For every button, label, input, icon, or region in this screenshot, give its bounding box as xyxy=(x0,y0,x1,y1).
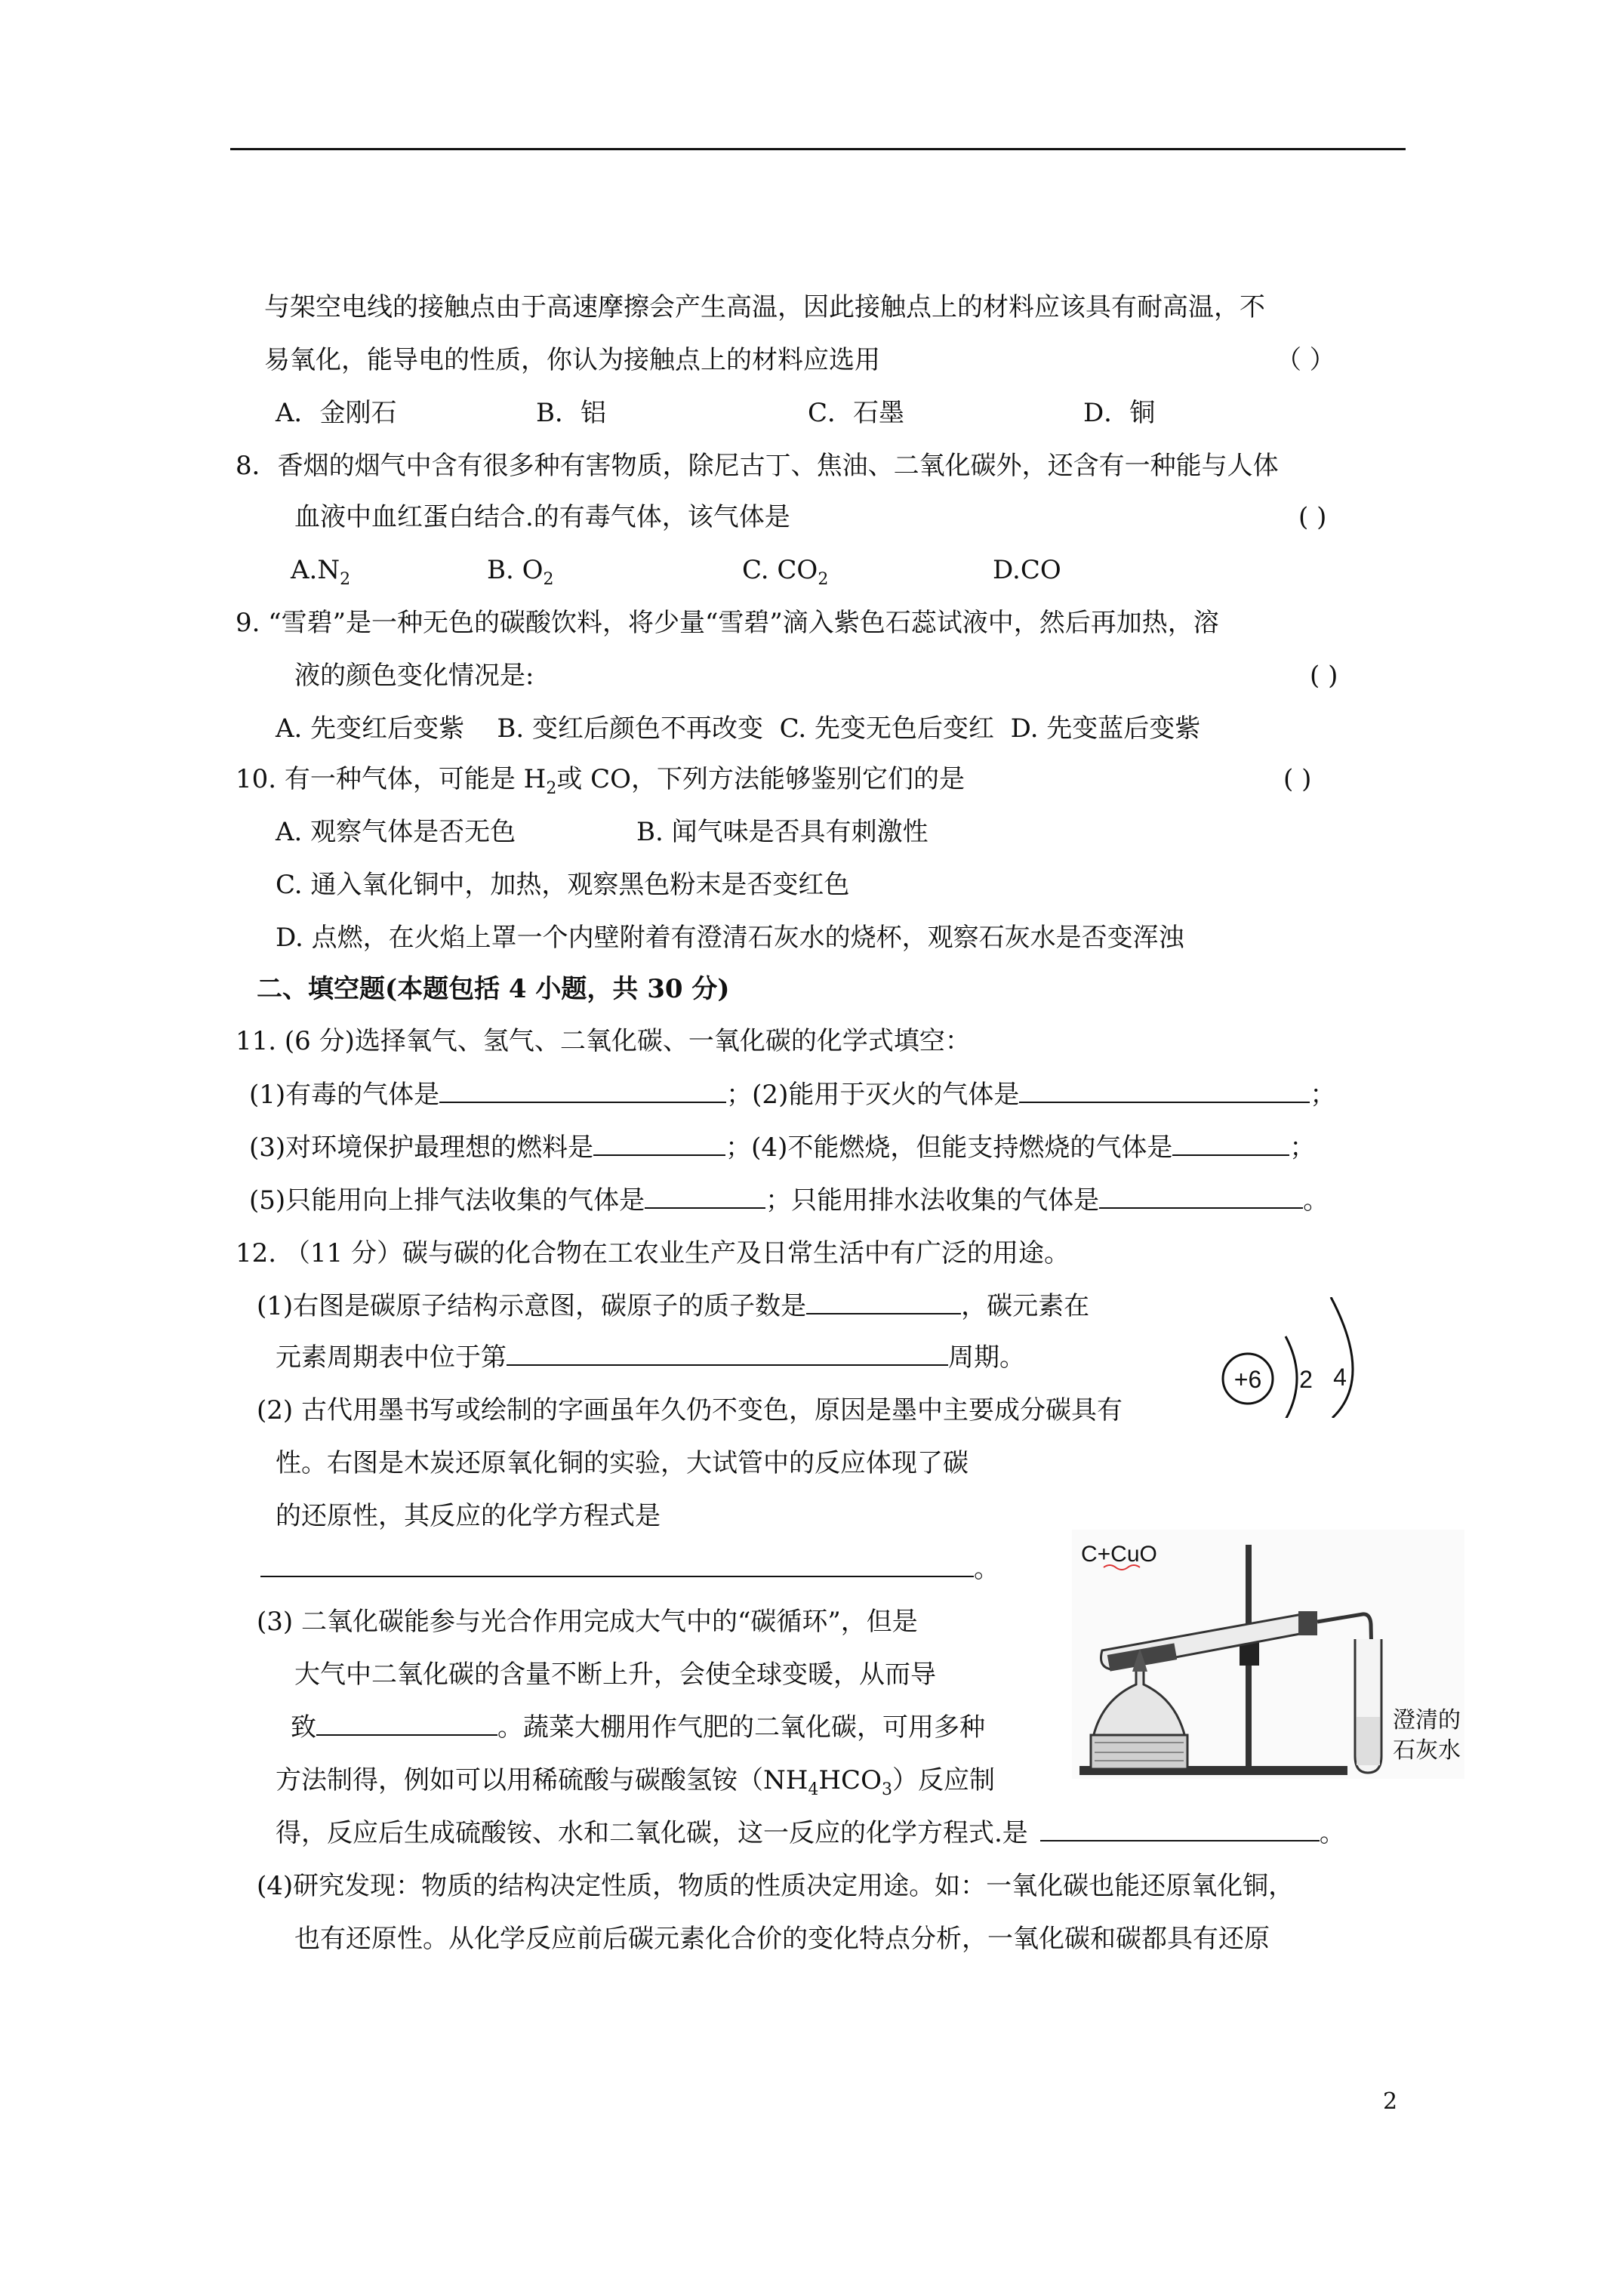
q12-part4-line1: (4)研究发现：物质的结构决定性质，物质的性质决定用途。如：一氧化碳也能还原氧化铜， xyxy=(257,1871,1295,1901)
q12-part4-line2: 也有还原性。从化学反应前后碳元素化合价的变化特点分析，一氧化碳和碳都具有还原 xyxy=(294,1924,1270,1954)
q12-part2-equation-line: 。 xyxy=(260,1552,999,1586)
q7-option-c: C．石墨 xyxy=(808,398,905,428)
q11-blank-1[interactable] xyxy=(439,1079,726,1103)
q9-line1: 9. “雪碧”是一种无色的碳酸饮料，将少量“雪碧”滴入紫色石蕊试液中，然后再加热，溶 xyxy=(236,608,1219,638)
stopper xyxy=(1298,1611,1317,1635)
reactants-label: C+CuO xyxy=(1081,1542,1157,1567)
q11-blank-3[interactable] xyxy=(593,1132,725,1156)
electron-shell-1 xyxy=(1286,1336,1297,1418)
q7-line1: 与架空电线的接触点由于高速摩擦会产生高温，因此接触点上的材料应该具有耐高温，不 xyxy=(264,292,1265,322)
q10-option-b: B. 闻气味是否具有刺激性 xyxy=(636,817,929,847)
q12-part3-line5: 得，反应后生成硫酸铵、水和二氧化碳，这一反应的化学方程式.是 。 xyxy=(276,1818,1345,1848)
q12-part2-line2: 性。右图是木炭还原氧化铜的实验，大试管中的反应体现了碳 xyxy=(276,1448,969,1478)
q11-blank-4[interactable] xyxy=(1172,1132,1289,1156)
limewater-label-1: 澄清的 xyxy=(1393,1708,1461,1733)
page-number: 2 xyxy=(1383,2088,1398,2115)
q9-options: A. 先变红后变紫 B. 变红后颜色不再改变 C. 先变无色后变红 D. 先变蓝后变紫 xyxy=(276,713,1201,744)
q10-option-a: A. 观察气体是否无色 xyxy=(276,817,516,847)
q8-option-d: D.CO xyxy=(993,555,1061,585)
q11-row2: (3)对环境保护最理想的燃料是 ；(4)不能燃烧，但能支持燃烧的气体是 ； xyxy=(249,1133,1316,1163)
q10-answer-paren: ( ) xyxy=(1283,764,1312,794)
q11-row1: (1)有毒的气体是 ；(2)能用于灭火的气体是 ； xyxy=(249,1080,1336,1110)
q8-option-c: C. $CO_2$ xyxy=(742,555,829,589)
q12-part2-line1: (2) 古代用墨书写或绘制的字画虽年久仍不变色，原因是墨中主要成分碳具有 xyxy=(257,1395,1123,1425)
q12-part2-line3: 的还原性，其反应的化学方程式是 xyxy=(276,1501,661,1531)
q12-part1-line2: 元素周期表中位于第 周期。 xyxy=(276,1342,1025,1373)
section-heading-fill-in: 二、填空题(本题包括 4 小题，共 30 分) xyxy=(257,974,730,1004)
shell-1-electrons: 2 xyxy=(1299,1366,1313,1393)
shell-2-electrons: 4 xyxy=(1333,1364,1347,1391)
q9-answer-paren: ( ) xyxy=(1310,661,1338,691)
q7-option-a: A．金刚石 xyxy=(276,398,397,428)
q12-part1-line1: (1)右图是碳原子结构示意图，碳原子的质子数是 ，碳元素在 xyxy=(257,1291,1090,1321)
q12-blank-consequence[interactable] xyxy=(316,1712,497,1736)
q11-row3: (5)只能用向上排气法收集的气体是 ；只能用排水法收集的气体是 。 xyxy=(249,1185,1329,1216)
limewater-liquid xyxy=(1357,1717,1380,1765)
q12-stem: 12. （11 分）碳与碳的化合物在工农业生产及日常生活中有广泛的用途。 xyxy=(236,1238,1070,1268)
q12-part3-line2: 大气中二氧化碳的含量不断上升，会使全球变暖，从而导 xyxy=(294,1660,936,1690)
q10-stem: 10. 有一种气体，可能是 $H_2$或 CO，下列方法能够鉴别它们的是 xyxy=(236,764,965,798)
q7-option-d: D．铜 xyxy=(1083,398,1156,428)
q12-part3-line1: (3) 二氧化碳能参与光合作用完成大气中的“碳循环”，但是 xyxy=(257,1607,918,1637)
header-rule xyxy=(230,148,1406,150)
q12-blank-proton-number[interactable] xyxy=(806,1290,961,1314)
q11-blank-5[interactable] xyxy=(645,1185,765,1209)
charcoal-reduction-apparatus xyxy=(1072,1530,1464,1779)
electron-shell-2 xyxy=(1331,1297,1353,1418)
q11-blank-2[interactable] xyxy=(1019,1079,1310,1103)
q12-part3-line3: 致 。蔬菜大棚用作气肥的二氧化碳，可用多种 xyxy=(291,1712,985,1743)
q10-option-d: D. 点燃，在火焰上罩一个内壁附着有澄清石灰水的烧杯，观察石灰水是否变浑浊 xyxy=(276,923,1184,953)
q12-blank-equation-2[interactable] xyxy=(1040,1817,1320,1841)
limewater-label-2: 石灰水 xyxy=(1393,1738,1461,1763)
q8-option-a: $A.N_2$ xyxy=(291,555,351,589)
carbon-atom-diagram xyxy=(1219,1297,1370,1418)
q8-answer-paren: ( ) xyxy=(1298,502,1327,532)
q10-option-c: C. 通入氧化铜中，加热，观察黑色粉末是否变红色 xyxy=(276,870,850,900)
q11-blank-6[interactable] xyxy=(1099,1185,1303,1209)
nucleus-charge: +6 xyxy=(1233,1366,1262,1393)
q12-part3-line4: 方法制得，例如可以用稀硫酸与碳酸氢铵$(NH_4HCO_3)$反应制 xyxy=(276,1765,995,1799)
q8-option-b: B. $O_2$ xyxy=(487,555,554,589)
q7-answer-paren: （ ） xyxy=(1276,345,1335,375)
q8-line1: 8．香烟的烟气中含有很多种有害物质，除尼古丁、焦油、二氧化碳外，还含有一种能与人体 xyxy=(236,451,1279,481)
q12-blank-equation-1[interactable] xyxy=(260,1553,974,1577)
q7-line2: 易氧化，能导电的性质，你认为接触点上的材料应选用 xyxy=(264,345,880,375)
q12-blank-period[interactable] xyxy=(507,1342,948,1366)
q7-option-b: B．铝 xyxy=(536,398,606,428)
q11-stem: 11. (6 分)选择氧气、氢气、二氧化碳、一氧化碳的化学式填空： xyxy=(236,1026,971,1056)
q9-line2: 液的颜色变化情况是: xyxy=(294,661,534,691)
q8-line2: 血液中血红蛋白结合.的有毒气体，该气体是 xyxy=(294,502,790,532)
